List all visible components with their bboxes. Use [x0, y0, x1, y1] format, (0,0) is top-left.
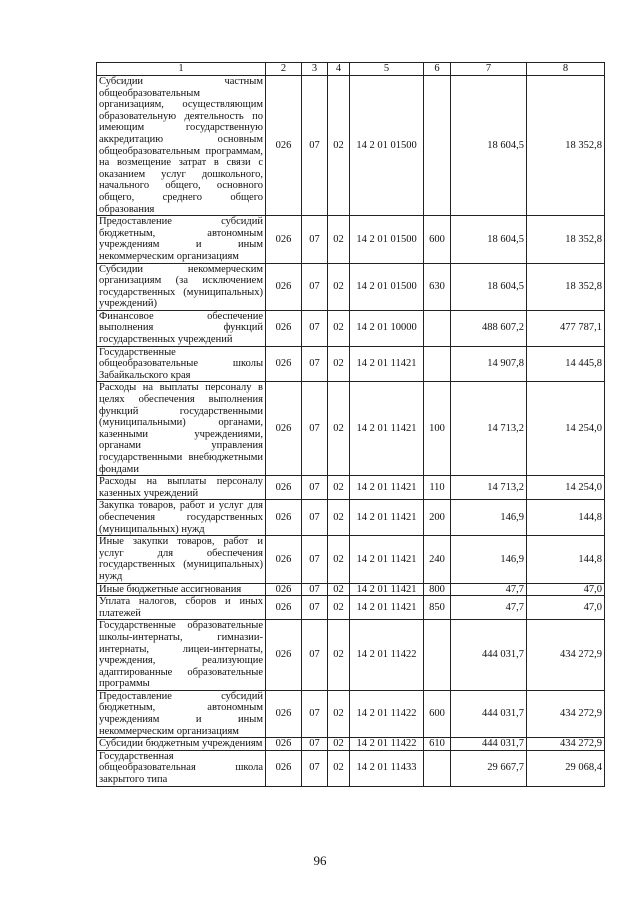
- target-item-cell: 14 2 01 11421: [350, 536, 424, 583]
- target-item-cell: 14 2 01 11422: [350, 690, 424, 737]
- column-header: 7: [451, 63, 527, 76]
- subsection-code-cell: 02: [328, 382, 350, 476]
- row-name-cell: Уплата налогов, сборов и иных платежей: [97, 596, 266, 620]
- expense-type-cell: 200: [424, 500, 451, 536]
- table-row: [97, 596, 605, 620]
- expense-type-cell: 630: [424, 263, 451, 310]
- row-name-cell: Иные закупки товаров, работ и услуг для обеспечения государственных (муниципальных) нужд: [97, 536, 266, 583]
- expense-type-cell: 850: [424, 596, 451, 620]
- target-item-cell: 14 2 01 11422: [350, 738, 424, 751]
- page-number: 96: [313, 853, 327, 868]
- ministry-code-cell: 026: [266, 500, 302, 536]
- target-item-cell: 14 2 01 11421: [350, 596, 424, 620]
- subsection-code-cell: 02: [328, 536, 350, 583]
- amount-year2-cell: 18 352,8: [527, 76, 605, 216]
- amount-year1-cell: 14 907,8: [451, 346, 527, 382]
- subsection-code-cell: 02: [328, 500, 350, 536]
- table-row: [97, 690, 605, 737]
- amount-year1-cell: 29 667,7: [451, 750, 527, 786]
- target-item-cell: 14 2 01 11421: [350, 382, 424, 476]
- row-name-cell: Предоставление субсидий бюджетным, автономным учреждениям и иным некоммерческим организациям: [97, 690, 266, 737]
- section-code-cell: 07: [302, 750, 328, 786]
- amount-year1-cell: 488 607,2: [451, 310, 527, 346]
- section-code-cell: 07: [302, 263, 328, 310]
- amount-year2-cell: 434 272,9: [527, 690, 605, 737]
- ministry-code-cell: 026: [266, 216, 302, 263]
- ministry-code-cell: 026: [266, 690, 302, 737]
- section-code-cell: 07: [302, 536, 328, 583]
- amount-year1-cell: 18 604,5: [451, 263, 527, 310]
- column-header: 6: [424, 63, 451, 76]
- ministry-code-cell: 026: [266, 476, 302, 500]
- subsection-code-cell: 02: [328, 216, 350, 263]
- expense-type-cell: [424, 750, 451, 786]
- table-row: [97, 738, 605, 751]
- table-body: [97, 76, 605, 787]
- ministry-code-cell: 026: [266, 596, 302, 620]
- column-header: 2: [266, 63, 302, 76]
- amount-year1-cell: 14 713,2: [451, 382, 527, 476]
- subsection-code-cell: 02: [328, 596, 350, 620]
- expense-type-cell: 600: [424, 690, 451, 737]
- ministry-code-cell: 026: [266, 310, 302, 346]
- section-code-cell: 07: [302, 346, 328, 382]
- table-row: [97, 620, 605, 691]
- row-name-cell: Иные бюджетные ассигнования: [97, 583, 266, 596]
- subsection-code-cell: 02: [328, 263, 350, 310]
- table-row: [97, 263, 605, 310]
- row-name-cell: Закупка товаров, работ и услуг для обеспечения государственных (муниципальных) нужд: [97, 500, 266, 536]
- amount-year1-cell: 444 031,7: [451, 620, 527, 691]
- table-row: [97, 76, 605, 216]
- ministry-code-cell: 026: [266, 346, 302, 382]
- expense-type-cell: 800: [424, 583, 451, 596]
- ministry-code-cell: 026: [266, 738, 302, 751]
- table-row: [97, 583, 605, 596]
- amount-year2-cell: 144,8: [527, 536, 605, 583]
- section-code-cell: 07: [302, 738, 328, 751]
- column-header: 4: [328, 63, 350, 76]
- section-code-cell: 07: [302, 620, 328, 691]
- header-row: [97, 63, 605, 76]
- column-header: 3: [302, 63, 328, 76]
- amount-year2-cell: 14 254,0: [527, 382, 605, 476]
- amount-year1-cell: 146,9: [451, 500, 527, 536]
- ministry-code-cell: 026: [266, 620, 302, 691]
- section-code-cell: 07: [302, 690, 328, 737]
- target-item-cell: 14 2 01 11421: [350, 476, 424, 500]
- section-code-cell: 07: [302, 500, 328, 536]
- expense-type-cell: 100: [424, 382, 451, 476]
- subsection-code-cell: 02: [328, 310, 350, 346]
- row-name-cell: Расходы на выплаты персоналу в целях обеспечения выполнения функций государственными (муниципальными) органами, казенными учреждениями, органами управления государственными внебюджетными фондами: [97, 382, 266, 476]
- expense-type-cell: 240: [424, 536, 451, 583]
- subsection-code-cell: 02: [328, 690, 350, 737]
- expense-type-cell: [424, 346, 451, 382]
- amount-year1-cell: 18 604,5: [451, 216, 527, 263]
- row-name-cell: Субсидии частным общеобразовательным организациям, осуществляющим образовательную деятельность по имеющим государственную аккредитацию основным общеобразовательным программам, на возмещение затрат в связи с оказанием услуг дошкольного, начального общего, основного общего, среднего общего образования: [97, 76, 266, 216]
- table-row: [97, 536, 605, 583]
- target-item-cell: 14 2 01 01500: [350, 216, 424, 263]
- column-header: 8: [527, 63, 605, 76]
- row-name-cell: Финансовое обеспечение выполнения функций государственных учреждений: [97, 310, 266, 346]
- ministry-code-cell: 026: [266, 76, 302, 216]
- expense-type-cell: 110: [424, 476, 451, 500]
- table-row: [97, 346, 605, 382]
- expense-type-cell: [424, 620, 451, 691]
- target-item-cell: 14 2 01 11433: [350, 750, 424, 786]
- table-row: [97, 382, 605, 476]
- column-header: 1: [97, 63, 266, 76]
- amount-year2-cell: 477 787,1: [527, 310, 605, 346]
- expense-type-cell: 610: [424, 738, 451, 751]
- table-row: [97, 216, 605, 263]
- amount-year2-cell: 18 352,8: [527, 216, 605, 263]
- amount-year2-cell: 434 272,9: [527, 620, 605, 691]
- ministry-code-cell: 026: [266, 583, 302, 596]
- amount-year2-cell: 47,0: [527, 596, 605, 620]
- amount-year1-cell: 18 604,5: [451, 76, 527, 216]
- subsection-code-cell: 02: [328, 476, 350, 500]
- row-name-cell: Государственные общеобразовательные школы Забайкальского края: [97, 346, 266, 382]
- column-header: 5: [350, 63, 424, 76]
- table-row: [97, 310, 605, 346]
- expense-type-cell: 600: [424, 216, 451, 263]
- row-name-cell: Субсидии бюджетным учреждениям: [97, 738, 266, 751]
- expense-type-cell: [424, 310, 451, 346]
- section-code-cell: 07: [302, 596, 328, 620]
- section-code-cell: 07: [302, 216, 328, 263]
- target-item-cell: 14 2 01 11422: [350, 620, 424, 691]
- ministry-code-cell: 026: [266, 263, 302, 310]
- amount-year2-cell: 434 272,9: [527, 738, 605, 751]
- row-name-cell: Расходы на выплаты персоналу казенных учреждений: [97, 476, 266, 500]
- target-item-cell: 14 2 01 01500: [350, 76, 424, 216]
- subsection-code-cell: 02: [328, 620, 350, 691]
- amount-year2-cell: 144,8: [527, 500, 605, 536]
- table-row: [97, 750, 605, 786]
- ministry-code-cell: 026: [266, 750, 302, 786]
- amount-year1-cell: 14 713,2: [451, 476, 527, 500]
- ministry-code-cell: 026: [266, 382, 302, 476]
- amount-year2-cell: 14 445,8: [527, 346, 605, 382]
- amount-year2-cell: 18 352,8: [527, 263, 605, 310]
- amount-year2-cell: 29 068,4: [527, 750, 605, 786]
- expense-type-cell: [424, 76, 451, 216]
- row-name-cell: Государственные образовательные школы-интернаты, гимназии-интернаты, лицеи-интернаты, учреждения, реализующие адаптированные образовательные программы: [97, 620, 266, 691]
- target-item-cell: 14 2 01 11421: [350, 583, 424, 596]
- budget-table: [96, 62, 605, 787]
- amount-year1-cell: 47,7: [451, 583, 527, 596]
- ministry-code-cell: 026: [266, 536, 302, 583]
- table-row: [97, 500, 605, 536]
- row-name-cell: Предоставление субсидий бюджетным, автономным учреждениям и иным некоммерческим организациям: [97, 216, 266, 263]
- subsection-code-cell: 02: [328, 346, 350, 382]
- section-code-cell: 07: [302, 583, 328, 596]
- subsection-code-cell: 02: [328, 738, 350, 751]
- target-item-cell: 14 2 01 11421: [350, 500, 424, 536]
- amount-year1-cell: 146,9: [451, 536, 527, 583]
- section-code-cell: 07: [302, 476, 328, 500]
- target-item-cell: 14 2 01 11421: [350, 346, 424, 382]
- section-code-cell: 07: [302, 310, 328, 346]
- section-code-cell: 07: [302, 76, 328, 216]
- amount-year1-cell: 444 031,7: [451, 690, 527, 737]
- section-code-cell: 07: [302, 382, 328, 476]
- amount-year2-cell: 47,0: [527, 583, 605, 596]
- target-item-cell: 14 2 01 10000: [350, 310, 424, 346]
- subsection-code-cell: 02: [328, 750, 350, 786]
- row-name-cell: Государственная общеобразовательная школа закрытого типа: [97, 750, 266, 786]
- target-item-cell: 14 2 01 01500: [350, 263, 424, 310]
- table-row: [97, 476, 605, 500]
- amount-year2-cell: 14 254,0: [527, 476, 605, 500]
- row-name-cell: Субсидии некоммерческим организациям (за исключением государственных (муниципальных) учреждений): [97, 263, 266, 310]
- subsection-code-cell: 02: [328, 76, 350, 216]
- amount-year1-cell: 47,7: [451, 596, 527, 620]
- amount-year1-cell: 444 031,7: [451, 738, 527, 751]
- subsection-code-cell: 02: [328, 583, 350, 596]
